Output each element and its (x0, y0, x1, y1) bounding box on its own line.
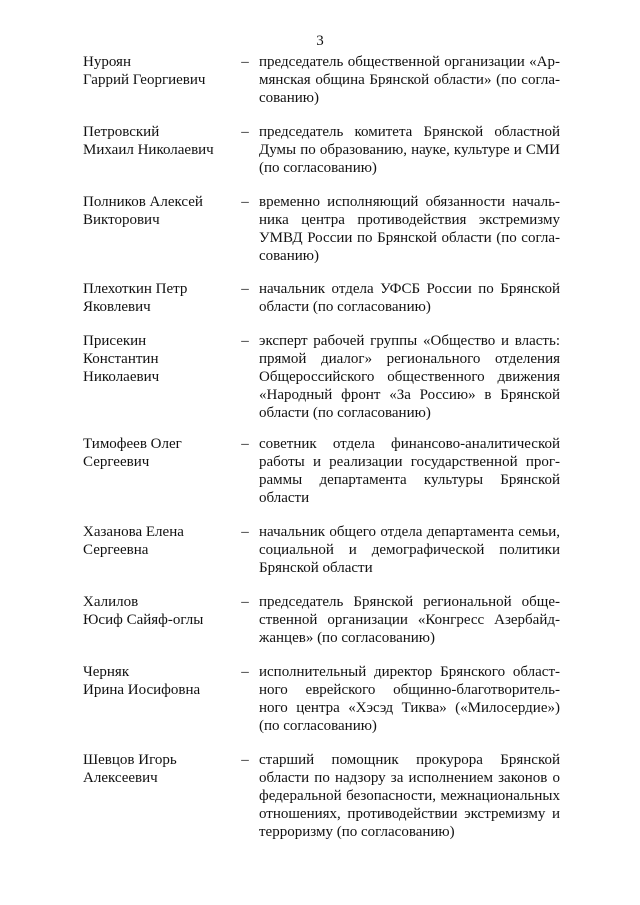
role-line: УМВД России по Брянской области (по согла- (259, 230, 560, 246)
member-role (259, 523, 560, 577)
role-line: терроризму (по согласованию) (259, 824, 455, 840)
member-role (259, 663, 560, 735)
member-name: Нуроян Гаррий Георгиевич (83, 54, 206, 88)
role-line: исполнительный директор Брянского област- (259, 664, 560, 680)
role-line: сованию) (259, 248, 319, 264)
member-name: Черняк Ирина Иосифовна (83, 664, 201, 698)
role-line: Общероссийского общественного движения (259, 369, 560, 385)
dash-separator: – (241, 436, 249, 452)
member-role (259, 332, 560, 422)
dash-separator: – (241, 333, 249, 349)
role-line: области (по согласованию) (259, 299, 431, 315)
role-line: ного еврейского общинно-благотворитель- (259, 682, 560, 698)
role-line: (по согласованию) (259, 160, 377, 176)
role-line: области по надзору за исполнением законов о (259, 770, 560, 786)
role-line: ного центра «Хэсэд Тиква» («Милосердие») (259, 700, 560, 716)
member-role (259, 193, 560, 265)
role-line: «Народный фронт «За Россию» в Брянской (259, 387, 560, 403)
member-name: Тимофеев Олег Сергеевич (83, 436, 182, 470)
member-name: Присекин Константин Николаевич (83, 333, 160, 385)
dash-separator: – (241, 281, 249, 297)
member-role (259, 53, 560, 107)
member-role (259, 123, 560, 177)
member-role (259, 435, 560, 507)
role-line: Брянской области (259, 560, 373, 576)
role-line: области (по согласованию) (259, 405, 431, 421)
role-line: ственной организации «Конгресс Азербайд- (259, 612, 560, 628)
role-line: федеральной безопасности, межнациональных (259, 788, 560, 804)
role-line: начальник отдела УФСБ России по Брянской (259, 281, 560, 297)
page-number: 3 (316, 33, 324, 49)
member-name: Хазанова Елена Сергеевна (83, 524, 184, 558)
dash-separator: – (241, 124, 249, 140)
role-line: области (259, 490, 310, 506)
dash-separator: – (241, 524, 249, 540)
role-line: советник отдела финансово-аналитической (259, 436, 560, 452)
dash-separator: – (241, 194, 249, 210)
role-line: старший помощник прокурора Брянской (259, 752, 560, 768)
dash-separator: – (241, 54, 249, 70)
role-line: начальник общего отдела департамента семьи, (259, 524, 560, 540)
role-line: временно исполняющий обязанности началь- (259, 194, 560, 210)
role-line: социальной и демографической политики (259, 542, 560, 558)
member-role (259, 751, 560, 841)
role-line: Думы по образованию, науке, культуре и СМИ (259, 142, 560, 158)
role-line: председатель Брянской региональной обще- (259, 594, 560, 610)
role-line: отношениях, противодействии экстремизму и (259, 806, 560, 822)
role-line: мянская община Брянской области» (по согла- (259, 72, 560, 88)
role-line: эксперт рабочей группы «Общество и власть: (259, 333, 560, 349)
role-line: сованию) (259, 90, 319, 106)
member-name: Петровский Михаил Николаевич (83, 124, 214, 158)
member-name: Халилов Юсиф Сайяф-оглы (83, 594, 204, 628)
role-line: жанцев» (по согласованию) (259, 630, 435, 646)
role-line: председатель комитета Брянской областной (259, 124, 560, 140)
role-line: ника центра противодействия экстремизму (259, 212, 560, 228)
dash-separator: – (241, 594, 249, 610)
role-line: (по согласованию) (259, 718, 377, 734)
dash-separator: – (241, 752, 249, 768)
dash-separator: – (241, 664, 249, 680)
member-role (259, 593, 560, 647)
role-line: председатель общественной организации «Ар- (259, 54, 560, 70)
member-role (259, 280, 560, 316)
member-name: Полников Алексей Викторович (83, 194, 203, 228)
role-line: прямой диалог» регионального отделения (259, 351, 560, 367)
role-line: работы и реализации государственной прог- (259, 454, 560, 470)
role-line: раммы департамента культуры Брянской (259, 472, 560, 488)
member-name: Плехоткин Петр Яковлевич (83, 281, 188, 315)
member-name: Шевцов Игорь Алексеевич (83, 752, 177, 786)
